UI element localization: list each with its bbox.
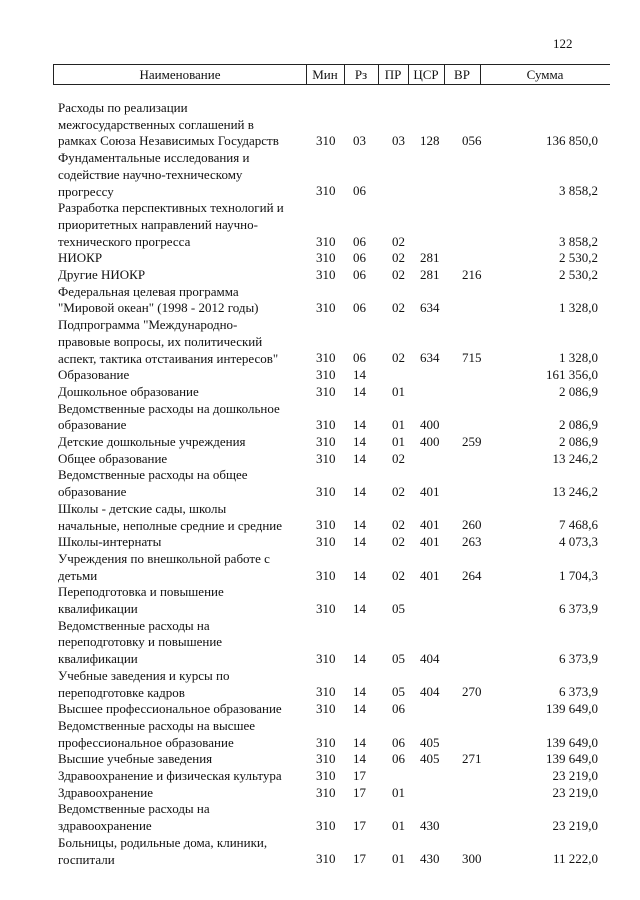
row-sum: 2 530,2 — [559, 266, 598, 282]
row-name: Ведомственные расходы на переподготовку и повышение квалификации — [58, 617, 223, 667]
row-name: Федеральная целевая программа "Мировой океан" (1998 - 2012 годы) — [58, 283, 259, 316]
header-csr: ЦСР — [408, 65, 445, 84]
row-pr: 02 — [392, 484, 405, 500]
row-rz: 14 — [353, 567, 366, 583]
row-sum: 139 649,0 — [546, 701, 598, 717]
row-rz: 17 — [353, 818, 366, 834]
row-rz: 06 — [353, 350, 366, 366]
row-vr: 260 — [462, 517, 482, 533]
table-row — [0, 668, 640, 701]
row-pr: 01 — [392, 417, 405, 433]
row-rz: 14 — [353, 600, 366, 616]
table-row — [0, 451, 640, 468]
header-sum: Сумма — [526, 67, 564, 82]
row-pr: 02 — [392, 350, 405, 366]
table-row — [0, 367, 640, 384]
table-row — [0, 835, 640, 868]
table-row — [0, 551, 640, 584]
row-vr: 715 — [462, 350, 482, 366]
table-row — [0, 384, 640, 401]
row-pr: 02 — [392, 567, 405, 583]
row-rz: 06 — [353, 266, 366, 282]
row-min: 310 — [316, 684, 336, 700]
row-rz: 06 — [353, 233, 366, 249]
row-sum: 1 704,3 — [559, 567, 598, 583]
row-csr: 405 — [420, 734, 440, 750]
table-row — [0, 267, 640, 284]
row-name: Детские дошкольные учреждения — [58, 434, 246, 449]
row-min: 310 — [316, 350, 336, 366]
row-name: Ведомственные расходы на дошкольное образование — [58, 400, 280, 433]
row-min: 310 — [316, 517, 336, 533]
row-min: 310 — [316, 250, 336, 266]
row-csr: 401 — [420, 567, 440, 583]
row-vr: 300 — [462, 851, 482, 867]
row-rz: 14 — [353, 751, 366, 767]
row-csr: 634 — [420, 300, 440, 316]
table-row — [0, 100, 640, 150]
row-min: 310 — [316, 567, 336, 583]
row-min: 310 — [316, 701, 336, 717]
row-sum: 2 530,2 — [559, 250, 598, 266]
row-pr: 06 — [392, 734, 405, 750]
table-row — [0, 317, 640, 367]
table-row — [0, 284, 640, 317]
row-sum: 1 328,0 — [559, 350, 598, 366]
table-row — [0, 768, 640, 785]
table-row — [0, 718, 640, 751]
row-pr: 02 — [392, 233, 405, 249]
row-csr: 404 — [420, 651, 440, 667]
table-row — [0, 501, 640, 534]
row-rz: 17 — [353, 767, 366, 783]
row-pr: 02 — [392, 534, 405, 550]
row-sum: 13 246,2 — [552, 450, 598, 466]
row-sum: 13 246,2 — [552, 484, 598, 500]
table-row — [0, 618, 640, 668]
row-min: 310 — [316, 767, 336, 783]
row-min: 310 — [316, 751, 336, 767]
row-name: Переподготовка и повышение квалификации — [58, 584, 224, 616]
table-row — [0, 751, 640, 768]
row-csr: 404 — [420, 684, 440, 700]
row-vr: 263 — [462, 534, 482, 550]
row-rz: 14 — [353, 534, 366, 550]
page-number: 122 — [553, 36, 573, 51]
row-rz: 14 — [353, 684, 366, 700]
row-rz: 06 — [353, 250, 366, 266]
row-pr: 01 — [392, 433, 405, 449]
header-pr: ПР — [378, 65, 409, 84]
row-pr: 02 — [392, 266, 405, 282]
row-sum: 2 086,9 — [559, 417, 598, 433]
row-rz: 14 — [353, 517, 366, 533]
row-csr: 400 — [420, 417, 440, 433]
row-csr: 281 — [420, 250, 440, 266]
row-pr: 05 — [392, 651, 405, 667]
row-name: Фундаментальные исследования и содействие научно-техническому прогрессу — [58, 150, 250, 199]
row-rz: 14 — [353, 417, 366, 433]
row-sum: 7 468,6 — [559, 517, 598, 533]
row-name: Ведомственные расходы на здравоохранение — [58, 801, 210, 834]
row-sum: 23 219,0 — [552, 818, 598, 834]
row-name: Учебные заведения и курсы по переподготовке кадров — [58, 667, 230, 700]
row-sum: 4 073,3 — [559, 534, 598, 550]
row-min: 310 — [316, 484, 336, 500]
row-rz: 14 — [353, 367, 366, 383]
row-rz: 06 — [353, 300, 366, 316]
row-min: 310 — [316, 818, 336, 834]
header-min: Мин — [306, 65, 345, 84]
row-name: Ведомственные расходы на общее образование — [58, 467, 248, 500]
row-name: Расходы по реализации межгосударственных соглашений в рамках Союза Независимых Государств — [58, 100, 279, 149]
row-vr: 216 — [462, 266, 482, 282]
row-pr: 02 — [392, 300, 405, 316]
table-row — [0, 584, 640, 617]
row-csr: 128 — [420, 133, 440, 149]
row-name: Общее образование — [58, 450, 168, 466]
table-row — [0, 534, 640, 551]
row-name: Образование — [58, 367, 130, 383]
row-vr: 270 — [462, 684, 482, 700]
row-vr: 271 — [462, 751, 482, 767]
row-sum: 6 373,9 — [559, 651, 598, 667]
row-pr: 01 — [392, 784, 405, 800]
row-rz: 14 — [353, 383, 366, 399]
row-rz: 14 — [353, 433, 366, 449]
table-row — [0, 801, 640, 834]
row-sum: 23 219,0 — [552, 767, 598, 783]
row-sum: 161 356,0 — [546, 367, 598, 383]
row-sum: 2 086,9 — [559, 383, 598, 399]
row-sum: 23 219,0 — [552, 784, 598, 800]
table-row — [0, 467, 640, 500]
table-row — [0, 401, 640, 434]
row-name: Высшее профессиональное образование — [58, 701, 282, 717]
row-min: 310 — [316, 851, 336, 867]
row-csr: 401 — [420, 484, 440, 500]
row-vr: 264 — [462, 567, 482, 583]
row-sum: 11 222,0 — [552, 851, 598, 867]
row-rz: 14 — [353, 484, 366, 500]
row-min: 310 — [316, 367, 336, 383]
row-csr: 430 — [420, 818, 440, 834]
row-name: Здравоохранение — [58, 784, 153, 800]
row-min: 310 — [316, 651, 336, 667]
row-rz: 14 — [353, 701, 366, 717]
row-min: 310 — [316, 600, 336, 616]
row-name: Дошкольное образование — [58, 383, 199, 399]
table-row — [0, 701, 640, 718]
header-rz: Рз — [344, 65, 379, 84]
row-name: Школы - детские сады, школы начальные, неполные средние и средние — [58, 500, 283, 533]
row-rz: 03 — [353, 133, 366, 149]
row-pr: 02 — [392, 450, 405, 466]
header-name: Наименование — [54, 65, 307, 84]
row-sum: 6 373,9 — [559, 600, 598, 616]
row-csr: 430 — [420, 851, 440, 867]
row-name: Высшие учебные заведения — [58, 751, 213, 767]
row-sum: 139 649,0 — [546, 751, 598, 767]
row-min: 310 — [316, 183, 336, 199]
row-vr: 259 — [462, 433, 482, 449]
row-sum: 6 373,9 — [559, 684, 598, 700]
table-row — [0, 434, 640, 451]
row-pr: 02 — [392, 517, 405, 533]
row-min: 310 — [316, 266, 336, 282]
row-sum: 2 086,9 — [559, 433, 598, 449]
row-vr: 056 — [462, 133, 482, 149]
row-name: Здравоохранение и физическая культура — [58, 768, 282, 783]
row-pr: 06 — [392, 701, 405, 717]
row-min: 310 — [316, 417, 336, 433]
row-name: Разработка перспективных технологий и приоритетных направлений научно- технического прогресса — [58, 200, 284, 249]
row-rz: 17 — [353, 784, 366, 800]
row-rz: 06 — [353, 183, 366, 199]
header-vr: ВР — [444, 65, 481, 84]
row-name: Подпрограмма "Международно- правовые вопросы, их политический аспект, тактика отстаивания интересов" — [58, 317, 279, 366]
row-rz: 14 — [353, 734, 366, 750]
row-min: 310 — [316, 383, 336, 399]
table-row — [0, 785, 640, 802]
row-sum: 139 649,0 — [546, 734, 598, 750]
row-pr: 05 — [392, 684, 405, 700]
row-min: 310 — [316, 450, 336, 466]
row-min: 310 — [316, 133, 336, 149]
row-pr: 01 — [392, 851, 405, 867]
row-pr: 01 — [392, 818, 405, 834]
row-name: Школы-интернаты — [58, 534, 162, 550]
row-pr: 05 — [392, 600, 405, 616]
table-header — [53, 64, 610, 85]
table-row — [0, 150, 640, 200]
row-min: 310 — [316, 233, 336, 249]
table-row — [0, 200, 640, 250]
row-name: Больницы, родильные дома, клиники, госпитали — [58, 834, 268, 867]
row-pr: 01 — [392, 383, 405, 399]
row-min: 310 — [316, 433, 336, 449]
row-sum: 1 328,0 — [559, 300, 598, 316]
row-csr: 281 — [420, 266, 440, 282]
table-row — [0, 250, 640, 267]
row-sum: 136 850,0 — [546, 133, 598, 149]
row-name: Другие НИОКР — [58, 267, 146, 282]
row-min: 310 — [316, 784, 336, 800]
row-rz: 14 — [353, 651, 366, 667]
row-rz: 17 — [353, 851, 366, 867]
row-name: Ведомственные расходы на высшее профессиональное образование — [58, 717, 256, 750]
row-pr: 06 — [392, 751, 405, 767]
row-min: 310 — [316, 734, 336, 750]
row-pr: 02 — [392, 250, 405, 266]
row-sum: 3 858,2 — [559, 183, 598, 199]
row-min: 310 — [316, 300, 336, 316]
row-min: 310 — [316, 534, 336, 550]
row-csr: 401 — [420, 534, 440, 550]
row-name: Учреждения по внешкольной работе с детьми — [58, 550, 270, 583]
row-pr: 03 — [392, 133, 405, 149]
row-csr: 400 — [420, 433, 440, 449]
row-rz: 14 — [353, 450, 366, 466]
row-csr: 405 — [420, 751, 440, 767]
row-sum: 3 858,2 — [559, 233, 598, 249]
row-csr: 634 — [420, 350, 440, 366]
row-name: НИОКР — [58, 250, 103, 266]
row-csr: 401 — [420, 517, 440, 533]
